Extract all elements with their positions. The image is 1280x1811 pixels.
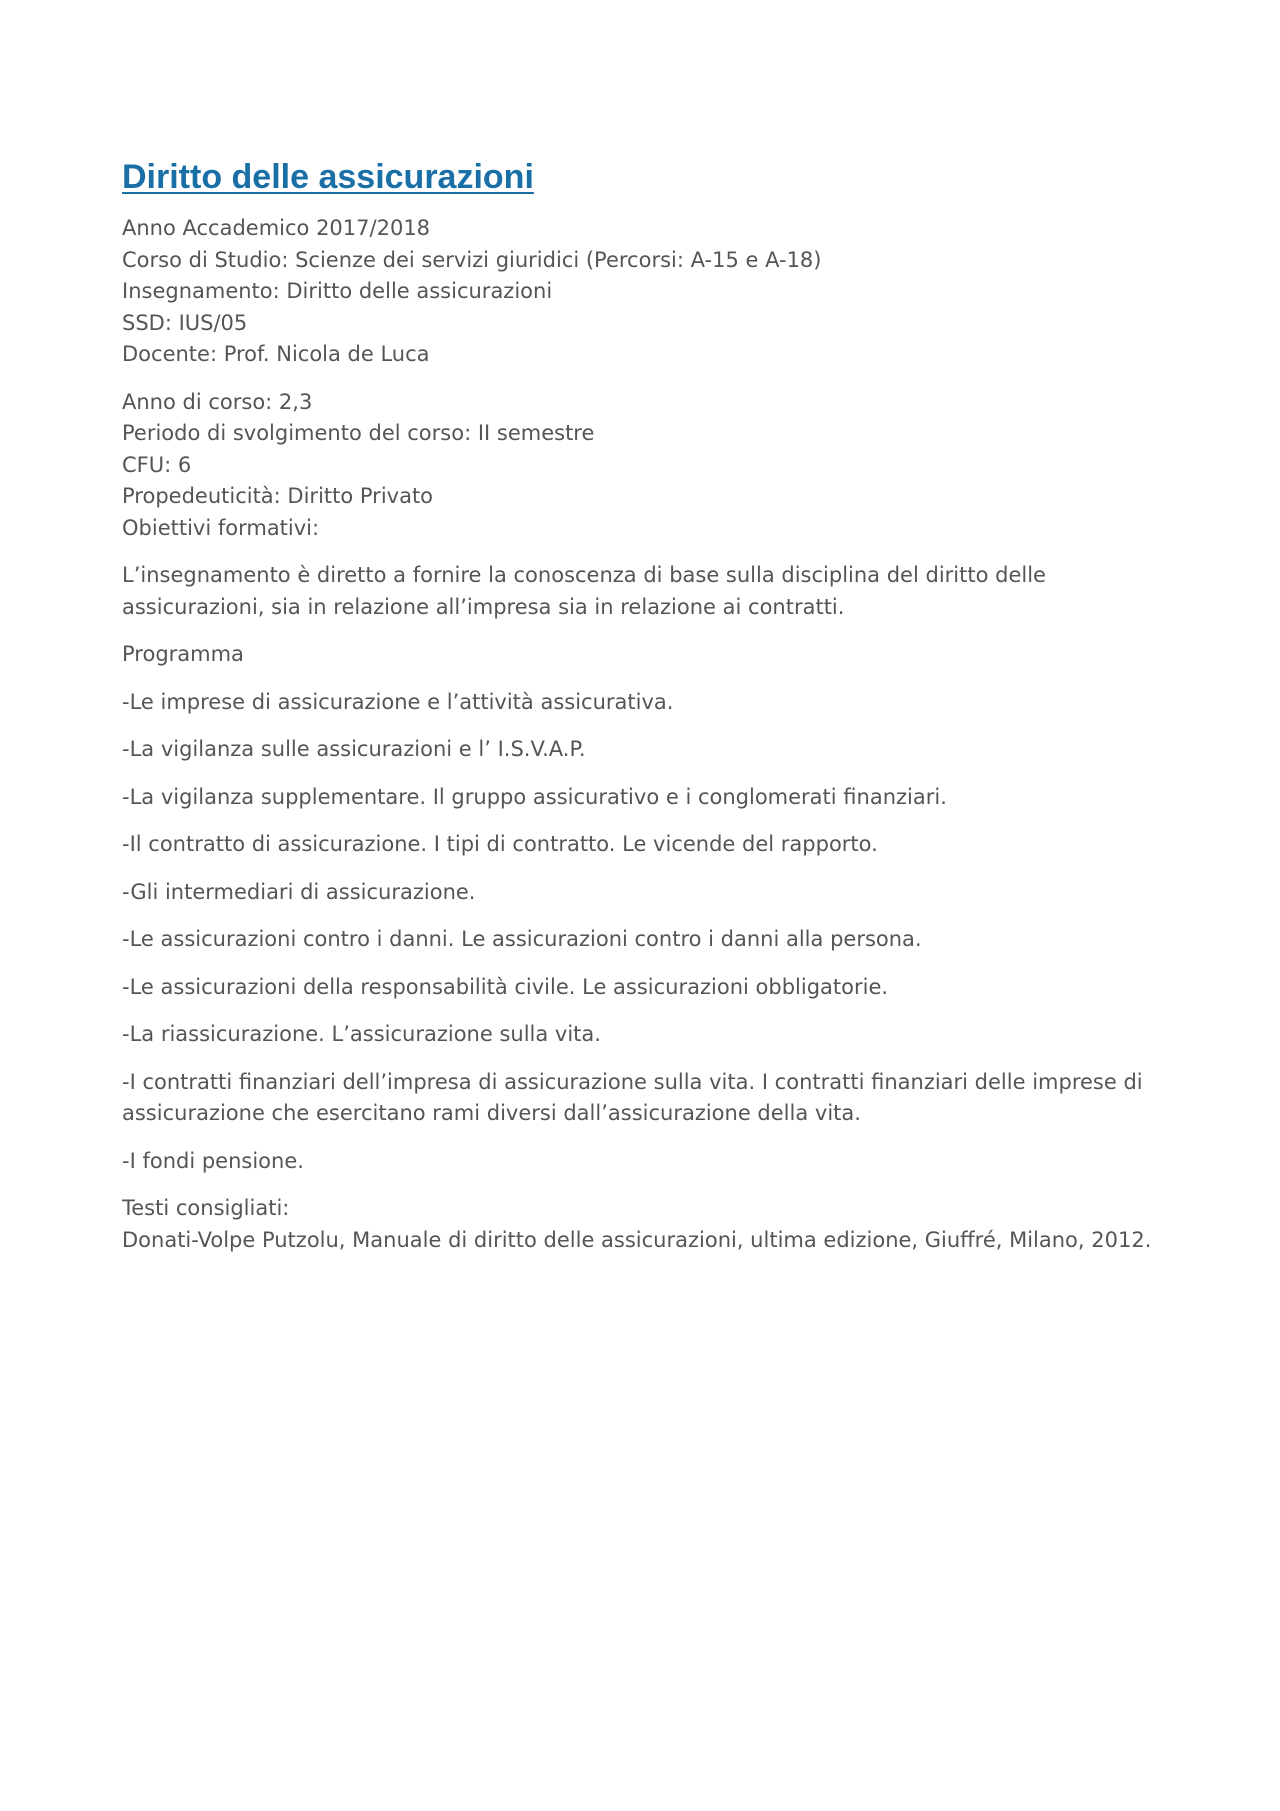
program-list xyxy=(122,687,1162,1178)
document-title[interactable]: Diritto delle assicurazioni xyxy=(122,158,534,196)
course-info-block xyxy=(122,213,1162,371)
references-text: Donati-Volpe Putzolu, Manuale di diritto delle assicurazioni, ultima edizione, Giuffré, Milano, 2012. xyxy=(122,1227,1152,1252)
references-block xyxy=(122,1193,1162,1256)
references-heading: Testi consigliati: xyxy=(122,1196,290,1220)
program-item: -Gli intermediari di assicurazione. xyxy=(122,879,476,904)
ssd: SSD: IUS/05 xyxy=(122,310,248,335)
credits: CFU: 6 xyxy=(122,452,192,477)
program-item: -I contratti finanziari dell’impresa di assicurazione sulla vita. I contratti finanziari delle imprese di assicurazione che esercitano rami diversi dall’assicurazione della vita. xyxy=(122,1069,1143,1125)
program-item: -Il contratto di assicurazione. I tipi di contratto. Le vicende del rapporto. xyxy=(122,832,878,856)
objectives-label: Obiettivi formativi: xyxy=(122,515,320,540)
program-item: -La vigilanza sulle assicurazioni e l’ I.S.V.A.P. xyxy=(122,737,586,761)
course-year: Anno di corso: 2,3 xyxy=(122,389,313,414)
degree-course: Corso di Studio: Scienze dei servizi giuridici (Percorsi: A-15 e A-18) xyxy=(122,247,822,272)
course-details-block xyxy=(122,387,1162,545)
document-page xyxy=(122,155,1162,1256)
objectives-text: L’insegnamento è diretto a fornire la conoscenza di base sulla disciplina del diritto delle assicurazioni, sia in relazione all’impresa sia in relazione ai contratti. xyxy=(122,563,1046,619)
teaching: Insegnamento: Diritto delle assicurazioni xyxy=(122,279,553,303)
course-period: Periodo di svolgimento del corso: II semestre xyxy=(122,421,595,445)
program-item: -I fondi pensione. xyxy=(122,1148,304,1173)
academic-year: Anno Accademico 2017/2018 xyxy=(122,216,431,240)
program-item: -La riassicurazione. L’assicurazione sulla vita. xyxy=(122,1022,601,1046)
professor: Docente: Prof. Nicola de Luca xyxy=(122,342,430,366)
prerequisites: Propedeuticità: Diritto Privato xyxy=(122,484,434,508)
program-item: -Le assicurazioni della responsabilità civile. Le assicurazioni obbligatorie. xyxy=(122,974,889,999)
program-heading: Programma xyxy=(122,642,244,666)
program-item: -Le imprese di assicurazione e l’attività assicurativa. xyxy=(122,689,674,714)
program-item: -Le assicurazioni contro i danni. Le assicurazioni contro i danni alla persona. xyxy=(122,927,922,951)
program-item: -La vigilanza supplementare. Il gruppo assicurativo e i conglomerati finanziari. xyxy=(122,784,947,809)
